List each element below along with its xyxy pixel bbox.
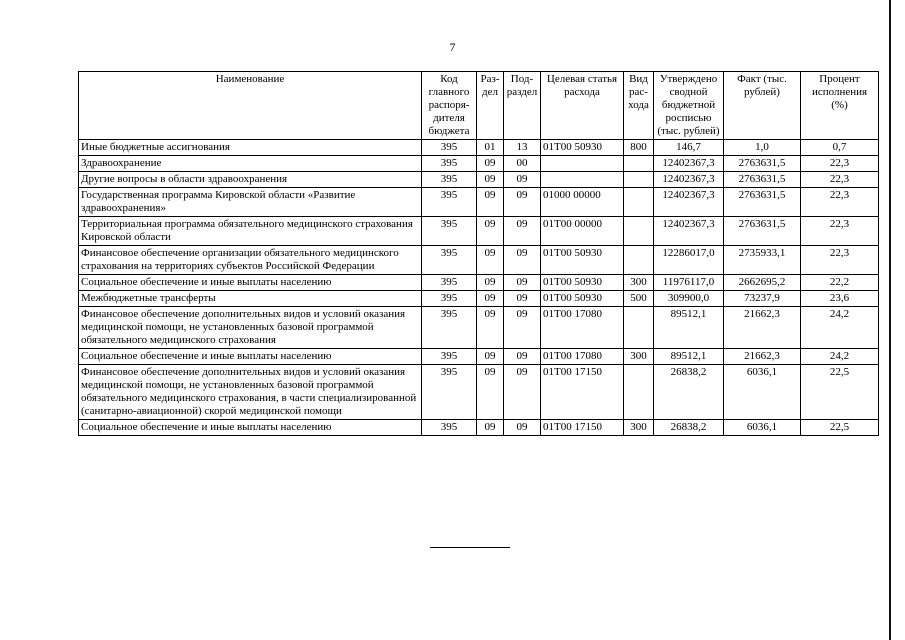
row-section: 09 bbox=[477, 365, 504, 420]
row-subsection: 09 bbox=[504, 275, 541, 291]
row-approved-plan: 146,7 bbox=[654, 140, 724, 156]
row-percent: 22,3 bbox=[801, 188, 879, 217]
row-subsection: 09 bbox=[504, 420, 541, 436]
row-section: 09 bbox=[477, 291, 504, 307]
row-code: 395 bbox=[422, 365, 477, 420]
row-subsection: 13 bbox=[504, 140, 541, 156]
row-name: Социальное обеспечение и иные выплаты населению bbox=[79, 420, 422, 436]
table-row bbox=[79, 217, 879, 246]
row-code: 395 bbox=[422, 140, 477, 156]
row-code: 395 bbox=[422, 307, 477, 349]
row-fact: 21662,3 bbox=[724, 307, 801, 349]
row-target-article bbox=[541, 172, 624, 188]
row-subsection: 09 bbox=[504, 349, 541, 365]
row-approved-plan: 26838,2 bbox=[654, 365, 724, 420]
row-expense-type: 300 bbox=[624, 420, 654, 436]
row-code: 395 bbox=[422, 275, 477, 291]
row-code: 395 bbox=[422, 420, 477, 436]
row-expense-type: 500 bbox=[624, 291, 654, 307]
row-expense-type: 300 bbox=[624, 349, 654, 365]
row-approved-plan: 12402367,3 bbox=[654, 188, 724, 217]
header-target-article: Целевая статья расхода bbox=[541, 72, 624, 140]
table-row bbox=[79, 291, 879, 307]
row-expense-type bbox=[624, 172, 654, 188]
row-section: 09 bbox=[477, 156, 504, 172]
row-subsection: 09 bbox=[504, 307, 541, 349]
row-fact: 73237,9 bbox=[724, 291, 801, 307]
row-subsection: 00 bbox=[504, 156, 541, 172]
table-row bbox=[79, 349, 879, 365]
row-target-article: 01Т00 50930 bbox=[541, 275, 624, 291]
row-percent: 22,3 bbox=[801, 156, 879, 172]
row-subsection: 09 bbox=[504, 172, 541, 188]
row-code: 395 bbox=[422, 246, 477, 275]
header-subsection: Под-раздел bbox=[504, 72, 541, 140]
row-approved-plan: 12402367,3 bbox=[654, 172, 724, 188]
row-fact: 6036,1 bbox=[724, 420, 801, 436]
row-percent: 22,5 bbox=[801, 420, 879, 436]
row-name: Социальное обеспечение и иные выплаты населению bbox=[79, 275, 422, 291]
row-name: Финансовое обеспечение организации обязательного медицинского страхования на территориях субъектов Российской Федерации bbox=[79, 246, 422, 275]
row-approved-plan: 26838,2 bbox=[654, 420, 724, 436]
header-name: Наименование bbox=[79, 72, 422, 140]
table-row bbox=[79, 140, 879, 156]
footer-divider bbox=[430, 547, 510, 548]
row-expense-type bbox=[624, 188, 654, 217]
table-row bbox=[79, 365, 879, 420]
row-fact: 2763631,5 bbox=[724, 217, 801, 246]
table-row bbox=[79, 188, 879, 217]
row-subsection: 09 bbox=[504, 365, 541, 420]
table-row bbox=[79, 172, 879, 188]
header-approved-plan: Утверждено сводной бюджетной росписью (тыс. рублей) bbox=[654, 72, 724, 140]
row-target-article: 01Т00 17080 bbox=[541, 307, 624, 349]
row-target-article: 01000 00000 bbox=[541, 188, 624, 217]
row-code: 395 bbox=[422, 291, 477, 307]
row-section: 09 bbox=[477, 349, 504, 365]
row-target-article: 01Т00 50930 bbox=[541, 246, 624, 275]
row-fact: 2662695,2 bbox=[724, 275, 801, 291]
row-percent: 24,2 bbox=[801, 307, 879, 349]
budget-execution-table bbox=[78, 71, 879, 436]
header-row bbox=[79, 72, 879, 140]
row-approved-plan: 12402367,3 bbox=[654, 217, 724, 246]
header-percent: Процент исполнения (%) bbox=[801, 72, 879, 140]
row-fact: 6036,1 bbox=[724, 365, 801, 420]
row-approved-plan: 12402367,3 bbox=[654, 156, 724, 172]
row-target-article: 01Т00 17150 bbox=[541, 365, 624, 420]
row-code: 395 bbox=[422, 217, 477, 246]
row-subsection: 09 bbox=[504, 291, 541, 307]
row-section: 09 bbox=[477, 420, 504, 436]
row-fact: 2763631,5 bbox=[724, 172, 801, 188]
row-section: 09 bbox=[477, 307, 504, 349]
row-name: Финансовое обеспечение дополнительных видов и условий оказания медицинской помощи, не установленных базовой программой обязательного медицинского страхования, в части специализированной (санитарно-авиационной) скорой медицинской помощи bbox=[79, 365, 422, 420]
row-target-article: 01Т00 50930 bbox=[541, 140, 624, 156]
row-approved-plan: 11976117,0 bbox=[654, 275, 724, 291]
table-row bbox=[79, 420, 879, 436]
row-name: Государственная программа Кировской области «Развитие здравоохранения» bbox=[79, 188, 422, 217]
row-approved-plan: 89512,1 bbox=[654, 307, 724, 349]
header-code: Код главного распоря-дителя бюджета bbox=[422, 72, 477, 140]
row-section: 09 bbox=[477, 217, 504, 246]
row-expense-type bbox=[624, 217, 654, 246]
row-expense-type bbox=[624, 307, 654, 349]
row-percent: 22,3 bbox=[801, 172, 879, 188]
row-target-article: 01Т00 17080 bbox=[541, 349, 624, 365]
row-name: Иные бюджетные ассигнования bbox=[79, 140, 422, 156]
table-body bbox=[79, 140, 879, 436]
row-expense-type bbox=[624, 156, 654, 172]
table-header bbox=[79, 72, 879, 140]
row-percent: 22,3 bbox=[801, 217, 879, 246]
row-expense-type: 300 bbox=[624, 275, 654, 291]
row-subsection: 09 bbox=[504, 188, 541, 217]
row-code: 395 bbox=[422, 156, 477, 172]
row-name: Финансовое обеспечение дополнительных видов и условий оказания медицинской помощи, не установленных базовой программой обязательного медицинского страхования bbox=[79, 307, 422, 349]
row-fact: 2763631,5 bbox=[724, 156, 801, 172]
table-row bbox=[79, 246, 879, 275]
row-name: Социальное обеспечение и иные выплаты населению bbox=[79, 349, 422, 365]
row-name: Территориальная программа обязательного медицинского страхования Кировской области bbox=[79, 217, 422, 246]
table-row bbox=[79, 275, 879, 291]
row-subsection: 09 bbox=[504, 246, 541, 275]
row-approved-plan: 309900,0 bbox=[654, 291, 724, 307]
row-fact: 1,0 bbox=[724, 140, 801, 156]
row-section: 09 bbox=[477, 246, 504, 275]
row-section: 09 bbox=[477, 188, 504, 217]
row-target-article bbox=[541, 156, 624, 172]
row-section: 09 bbox=[477, 172, 504, 188]
table-row bbox=[79, 156, 879, 172]
row-percent: 22,2 bbox=[801, 275, 879, 291]
row-code: 395 bbox=[422, 188, 477, 217]
row-name: Межбюджетные трансферты bbox=[79, 291, 422, 307]
row-name: Здравоохранение bbox=[79, 156, 422, 172]
row-approved-plan: 12286017,0 bbox=[654, 246, 724, 275]
header-section: Раз-дел bbox=[477, 72, 504, 140]
page-number: 7 bbox=[449, 40, 456, 54]
row-target-article: 01Т00 00000 bbox=[541, 217, 624, 246]
header-expense-type: Вид рас-хода bbox=[624, 72, 654, 140]
row-subsection: 09 bbox=[504, 217, 541, 246]
page-edge-line bbox=[889, 0, 891, 640]
row-expense-type bbox=[624, 365, 654, 420]
row-name: Другие вопросы в области здравоохранения bbox=[79, 172, 422, 188]
row-percent: 22,3 bbox=[801, 246, 879, 275]
row-expense-type: 800 bbox=[624, 140, 654, 156]
row-percent: 24,2 bbox=[801, 349, 879, 365]
row-section: 09 bbox=[477, 275, 504, 291]
row-percent: 0,7 bbox=[801, 140, 879, 156]
row-section: 01 bbox=[477, 140, 504, 156]
row-code: 395 bbox=[422, 172, 477, 188]
header-fact: Факт (тыс. рублей) bbox=[724, 72, 801, 140]
row-percent: 22,5 bbox=[801, 365, 879, 420]
row-fact: 21662,3 bbox=[724, 349, 801, 365]
table-row bbox=[79, 307, 879, 349]
row-target-article: 01Т00 50930 bbox=[541, 291, 624, 307]
row-fact: 2735933,1 bbox=[724, 246, 801, 275]
row-approved-plan: 89512,1 bbox=[654, 349, 724, 365]
row-expense-type bbox=[624, 246, 654, 275]
row-code: 395 bbox=[422, 349, 477, 365]
row-target-article: 01Т00 17150 bbox=[541, 420, 624, 436]
row-fact: 2763631,5 bbox=[724, 188, 801, 217]
row-percent: 23,6 bbox=[801, 291, 879, 307]
